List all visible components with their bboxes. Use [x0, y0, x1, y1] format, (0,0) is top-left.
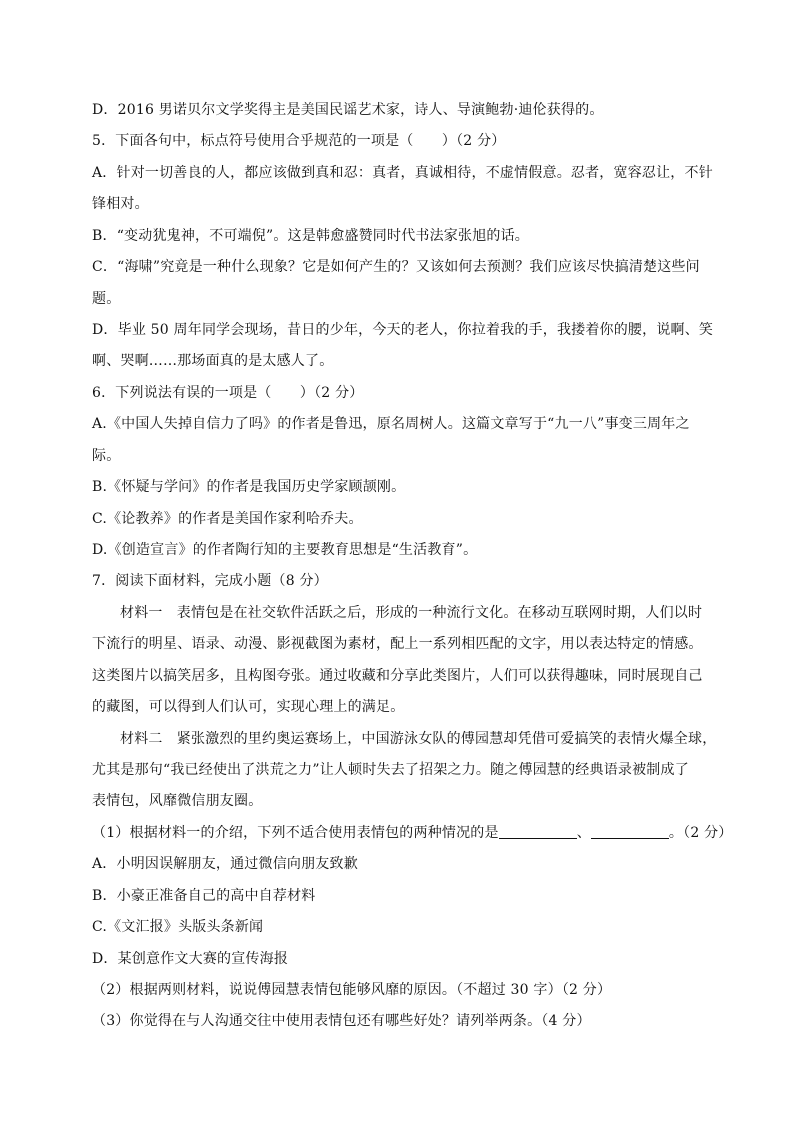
q7-sub1-option-b: B．小豪正准备自己的高中自荐材料 [92, 888, 316, 904]
q7-sub1-stem [92, 823, 733, 843]
material-one-line2: 下流行的明星、语录、动漫、影视截图为素材，配上一系列相匹配的文字，用以表达特定的情感。 [92, 636, 703, 652]
material-two-line2: 尤其是那句“我已经使出了洪荒之力”让人顿时失去了招架之力。随之傅园慧的经典语录被制成了 [92, 762, 689, 778]
answer-blank-2[interactable] [591, 824, 669, 839]
material-one-line4: 的藏图，可以得到人们认可，实现心理上的满足。 [92, 699, 405, 715]
q5-option-b: B．“变动犹鬼神，不可端倪”。这是韩愈盛赞同时代书法家张旭的话。 [92, 228, 530, 244]
q5-option-d-line2: 啊、哭啊……那场面真的是太感人了。 [92, 353, 334, 369]
material-two-line1: 材料二 紧张激烈的里约奥运赛场上，中国游泳女队的傅园慧却凭借可爱搞笑的表情火爆全球， [120, 731, 717, 747]
q6-option-a-line1: A.《中国人失掉自信力了吗》的作者是鲁迅，原名周树人。这篇文章写于“九一八”事变三周年之 [92, 416, 690, 432]
answer-blank-1[interactable] [499, 824, 577, 839]
q7-stem: 7．阅读下面材料，完成小题（8 分） [92, 573, 328, 589]
material-two-line3: 表情包，风靡微信朋友圈。 [92, 793, 263, 809]
material-one-line1: 材料一 表情包是在社交软件活跃之后，形成的一种流行文化。在移动互联网时期，人们以时 [120, 605, 703, 621]
q5-stem: 5．下面各句中，标点符号使用合乎规范的一项是（ ）（2 分） [92, 133, 506, 149]
material-one-line3: 这类图片以搞笑居多，且构图夸张。通过收藏和分享此类图片，人们可以获得趣味，同时展现自己 [92, 668, 703, 684]
q5-option-c-line1: C．“海啸”究竟是一种什么现象？它是如何产生的？又该如何去预测？我们应该尽快搞清楚这些问 [92, 259, 700, 275]
q7-sub1-separator: 、 [576, 825, 591, 841]
q7-sub2: （2）根据两则材料，说说傅园慧表情包能够风靡的原因。（不超过 30 字）（2 分） [92, 982, 612, 998]
q7-sub1-points: 。（2 分） [668, 825, 733, 841]
q6-stem: 6．下列说法有误的一项是（ ）（2 分） [92, 385, 364, 401]
q6-option-d: D.《创造宣言》的作者陶行知的主要教育思想是“生活教育”。 [92, 542, 478, 558]
q5-option-c-line2: 题。 [92, 291, 121, 307]
q7-sub3: （3）你觉得在与人沟通交往中使用表情包还有哪些好处？请列举两条。（4 分） [92, 1013, 591, 1029]
q4-option-d: D．2016 男诺贝尔文学奖得主是美国民谣艺术家，诗人、导演鲍勃·迪伦获得的。 [92, 102, 604, 118]
q7-sub1-option-c: C.《文汇报》头版头条新闻 [92, 919, 264, 935]
q6-option-a-line2: 际。 [92, 448, 121, 464]
q7-sub1-option-d: D．某创意作文大赛的宣传海报 [92, 951, 289, 967]
q5-option-a-line2: 锋相对。 [92, 196, 149, 212]
q6-option-b: B.《怀疑与学问》的作者是我国历史学家顾颉刚。 [92, 479, 406, 495]
q5-option-d-line1: D．毕业 50 周年同学会现场，昔日的少年，今天的老人，你拉着我的手，我搂着你的腰，说啊、笑 [92, 322, 714, 338]
q5-option-a-line1: A．针对一切善良的人，都应该做到真和忍：真者，真诚相待，不虚情假意。忍者，宽容忍让，不针 [92, 165, 713, 181]
q7-sub1-text: （1）根据材料一的介绍，下列不适合使用表情包的两种情况的是 [92, 825, 499, 841]
q7-sub1-option-a: A．小明因误解朋友，通过微信向朋友致歉 [92, 856, 358, 872]
q6-option-c: C.《论教养》的作者是美国作家利哈乔夫。 [92, 511, 363, 527]
